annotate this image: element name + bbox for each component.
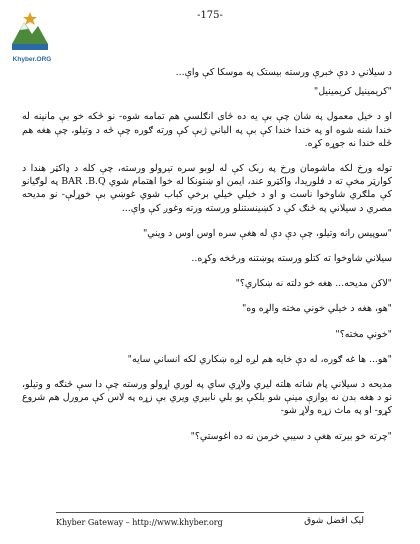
paragraph: "لاکن مدیحه... هغه خو دلته نه ښکاري؟" xyxy=(235,278,392,290)
page-number: -175- xyxy=(197,10,223,21)
page-body xyxy=(22,66,392,455)
paragraph: توله ورخ لکه ماشومان ورخ په ربک کې له لوبو سره تیرولو ورسته، چې کله د ډاکټر هندا د کوارټر مخې ته د فلوریدا، واکټرو عند، ایمن او ښتونکا له خوا اهتمام شوي BAR .B.Q په لوګیانو کې ملګري شاوخوا ناست و او د خیلي خیلي برخي کباب شوي غوښي بې خوړلې- نو مدیحه مصري د سیلاني په څنګ کې د کښینستنلو ورسته ورته وغوږ کې واې... xyxy=(22,163,392,214)
paragraph: "هو، هغه د خیلي خوني مخته والړه وه" xyxy=(241,303,392,315)
footer-divider xyxy=(56,512,364,513)
paragraph: "چرته خو بیرته هغې د سیبي خرمن نه ده اغوستي؟" xyxy=(190,430,392,442)
paragraph: "هو... ها غه ګوره، له دې خايه هم لږه لږه ښکاري لکه انساني سایه" xyxy=(127,353,392,365)
paragraph: "کریمینیل کریمینیل" xyxy=(313,86,392,98)
paragraph: مدیحه د سیلاني پام شاته هلته لیري ولاړي ساي په لوري اړولو ورسته چې دا سې څنګه و وتیلو، نو د هغه بدن نه یوازې مینې شو بلکې یو بلي نابیري ویري بې زړه په لاس کې مرورل هم شروع کړو- او په ماث زړه ولاړ شو- xyxy=(22,379,392,417)
paragraph: "سوپیس رانه وتیلو، چې دې دې له هغې سره اوس اوس د ویني" xyxy=(142,227,392,239)
logo-caption: Khyber.ORG xyxy=(12,56,52,63)
paragraph: او د خیل معمول په شان چې بې یه ده څای انګلسي هم تمامه شوه- نو څکه خو بې مانینه له خندا شنه شوه او په خندا خندا کې بې په الباني ژبې کې ورته ګوره چې څه د وتیلو، چې هغه هم څله خندا نه جوړه کړه. xyxy=(22,111,392,149)
paragraph: د سیلاني د دې خبرې ورسته بیستک په موسکا کې واې... xyxy=(175,67,392,78)
footer-author: لیک اقضل شوق xyxy=(304,516,364,526)
footer-site-link[interactable]: Khyber Gateway – http://www.khyber.org xyxy=(56,518,223,527)
paragraph: "خوني مخته؟" xyxy=(335,328,392,340)
paragraph: سیلاني شاوخوا ته کتلو ورسته پوښتنه ورڅخه وکړه.. xyxy=(191,253,392,265)
